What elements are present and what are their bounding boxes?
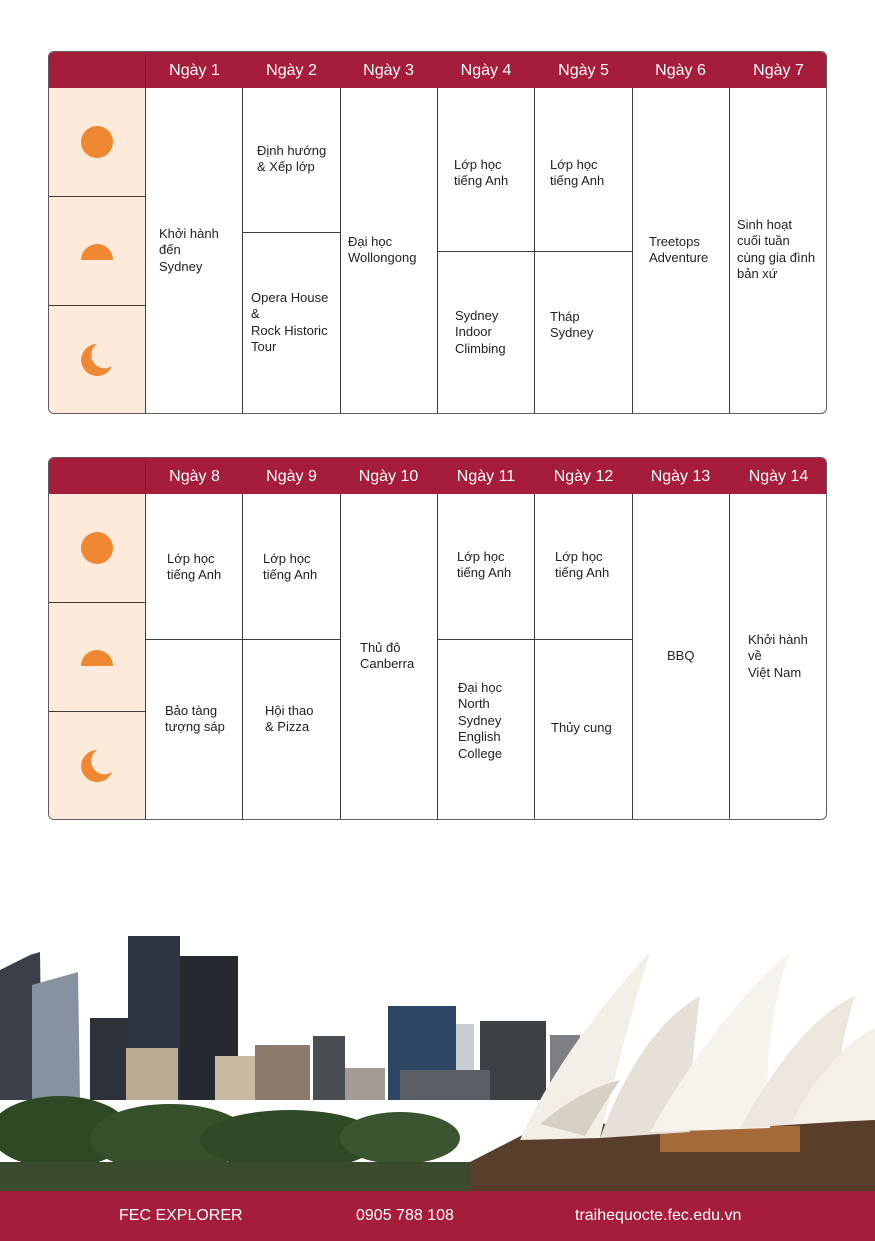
half-sun-icon bbox=[80, 640, 114, 674]
activity-day-9-morning: Lớp học tiếng Anh bbox=[263, 551, 318, 583]
grid-line bbox=[437, 639, 632, 640]
grid-line bbox=[340, 494, 341, 820]
activity-day-14: Khởi hành về Việt Nam bbox=[748, 632, 808, 680]
footer-website-link[interactable]: traihequocte.fec.edu.vn bbox=[575, 1207, 742, 1224]
slot-divider bbox=[49, 305, 145, 306]
sydney-skyline-illustration bbox=[0, 900, 875, 1191]
activity-day-4-morning: Lớp học tiếng Anh bbox=[454, 157, 509, 189]
day-3-header: Ngày 3 bbox=[363, 62, 414, 79]
slot-divider bbox=[49, 711, 145, 712]
activity-day-10: Thủ đô Canberra bbox=[360, 640, 415, 672]
activity-day-12-morning: Lớp học tiếng Anh bbox=[555, 549, 610, 581]
activity-day-4-afternoon: Sydney Indoor Climbing bbox=[455, 308, 506, 356]
grid-line bbox=[632, 494, 633, 820]
activity-day-13: BBQ bbox=[667, 648, 695, 663]
crescent-moon-icon bbox=[80, 749, 114, 783]
footer-brand: FEC EXPLORER bbox=[119, 1207, 243, 1224]
activity-day-12-afternoon: Thủy cung bbox=[551, 720, 612, 735]
day-13-header: Ngày 13 bbox=[650, 468, 711, 485]
grid-line bbox=[534, 494, 535, 820]
day-6-header: Ngày 6 bbox=[655, 62, 706, 79]
activity-day-5-afternoon: Tháp Sydney bbox=[550, 309, 594, 341]
grid-line bbox=[145, 639, 340, 640]
day-2-header: Ngày 2 bbox=[266, 62, 317, 79]
schedule-week-2 bbox=[48, 457, 827, 820]
day-11-header: Ngày 11 bbox=[456, 468, 516, 485]
day-8-header: Ngày 8 bbox=[169, 468, 220, 485]
schedule-week-1 bbox=[48, 51, 827, 414]
footer-phone[interactable]: 0905 788 108 bbox=[356, 1207, 454, 1224]
activity-day-8-morning: Lớp học tiếng Anh bbox=[167, 551, 222, 583]
activity-day-8-afternoon: Bảo tàng tượng sáp bbox=[165, 703, 225, 735]
activity-day-1: Khởi hành đến Sydney bbox=[159, 226, 219, 274]
day-5-header: Ngày 5 bbox=[558, 62, 609, 79]
grid-line bbox=[437, 494, 438, 820]
footer-bar bbox=[0, 1191, 875, 1241]
grid-line bbox=[632, 88, 633, 414]
day-1-header: Ngày 1 bbox=[169, 62, 220, 79]
day-4-header: Ngày 4 bbox=[460, 62, 512, 79]
grid-line bbox=[242, 88, 243, 414]
activity-day-6: Treetops Adventure bbox=[649, 234, 709, 266]
grid-line bbox=[729, 88, 730, 414]
grid-line bbox=[437, 251, 632, 252]
activity-day-7: Sinh hoạt cuối tuần cùng gia đình bản xứ bbox=[737, 217, 816, 282]
crescent-moon-icon bbox=[80, 343, 114, 377]
half-sun-icon bbox=[80, 234, 114, 268]
activity-day-11-afternoon: Đại học North Sydney English College bbox=[458, 680, 503, 761]
day-7-header: Ngày 7 bbox=[753, 62, 804, 79]
day-10-header: Ngày 10 bbox=[358, 468, 419, 485]
grid-line bbox=[242, 232, 340, 233]
activity-day-9-afternoon: Hội thao & Pizza bbox=[265, 703, 314, 735]
activity-day-11-morning: Lớp học tiếng Anh bbox=[457, 549, 512, 581]
day-12-header: Ngày 12 bbox=[553, 468, 614, 485]
sun-icon bbox=[80, 531, 114, 565]
sun-icon bbox=[80, 125, 114, 159]
slot-divider bbox=[49, 196, 145, 197]
grid-line bbox=[729, 494, 730, 820]
activity-day-2-morning: Định hướng & Xếp lớp bbox=[257, 143, 327, 175]
grid-line bbox=[145, 52, 146, 414]
activity-day-2-afternoon: Opera House & Rock Historic Tour bbox=[251, 290, 329, 355]
activity-day-3: Đại học Wollongong bbox=[348, 234, 417, 266]
day-14-header: Ngày 14 bbox=[748, 468, 809, 485]
grid-line bbox=[242, 494, 243, 820]
activity-day-5-morning: Lớp học tiếng Anh bbox=[550, 157, 605, 189]
grid-line bbox=[340, 88, 341, 414]
slot-divider bbox=[49, 602, 145, 603]
day-9-header: Ngày 9 bbox=[266, 468, 317, 485]
